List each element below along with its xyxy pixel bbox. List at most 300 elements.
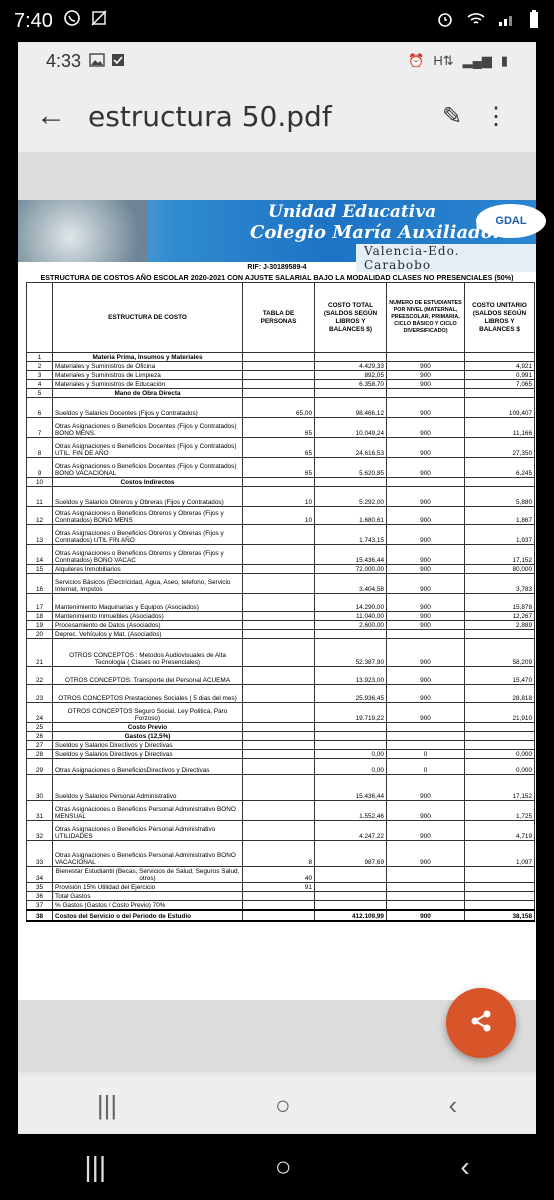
row-description-cell: Sueldos y Salarios Personal Administrativo [53, 775, 243, 801]
row-personas-cell [243, 639, 315, 667]
row-personas-cell [243, 612, 315, 621]
row-costo-total-cell: 1.680,61 [315, 507, 387, 525]
table-row [27, 380, 535, 389]
row-costo-unitario-cell [465, 892, 535, 901]
row-costo-total-cell: 15.436,44 [315, 545, 387, 565]
banner-line-2: Colegio María Auxiliadora [250, 222, 514, 243]
row-description-cell: Deprec. Vehículos y Mat. (Asociados) [53, 630, 243, 639]
table-row [27, 525, 535, 545]
back-arrow-icon[interactable]: ← [36, 99, 66, 132]
inner-back-button[interactable]: ‹ [448, 1089, 458, 1120]
row-costo-unitario-cell: 5,880 [465, 487, 535, 507]
signal-icon [498, 11, 516, 32]
row-number-cell: 6 [27, 398, 53, 418]
row-number-cell: 13 [27, 525, 53, 545]
row-costo-total-cell [315, 901, 387, 910]
row-costo-total-cell [315, 732, 387, 741]
row-description-cell: Servicios Básicos (Electricidad, Agua, Aseo, telefono, Servicio Internet, Impstos [53, 574, 243, 594]
row-personas-cell [243, 910, 315, 921]
row-costo-total-cell: 14.290,00 [315, 594, 387, 612]
row-number-cell: 16 [27, 574, 53, 594]
table-row [27, 458, 535, 478]
row-costo-unitario-cell: 109,407 [465, 398, 535, 418]
row-personas-cell: 10 [243, 487, 315, 507]
row-description-cell: Gastos (12,5%) [53, 732, 243, 741]
row-costo-total-cell [315, 867, 387, 883]
row-personas-cell [243, 723, 315, 732]
row-costo-total-cell: 4.429,33 [315, 362, 387, 371]
row-description-cell: Otras Asignaciones o Beneficios Personal Administrativo BONO VACACIONAL [53, 841, 243, 867]
row-costo-total-cell: 10.049,24 [315, 418, 387, 438]
row-costo-total-cell: 412.109,99 [315, 910, 387, 921]
row-estudiantes-cell: 900 [387, 507, 465, 525]
row-estudiantes-cell [387, 732, 465, 741]
row-costo-unitario-cell: 11,166 [465, 418, 535, 438]
school-logo: GDAL [476, 204, 546, 238]
row-personas-cell [243, 667, 315, 685]
row-number-cell: 22 [27, 667, 53, 685]
row-costo-total-cell [315, 723, 387, 732]
row-costo-total-cell [315, 353, 387, 362]
outer-status-bar [0, 0, 554, 42]
row-costo-total-cell [315, 478, 387, 487]
row-costo-unitario-cell: 1,725 [465, 801, 535, 821]
row-number-cell: 1 [27, 353, 53, 362]
row-estudiantes-cell [387, 741, 465, 750]
row-personas-cell [243, 478, 315, 487]
table-row [27, 741, 535, 750]
row-number-cell: 28 [27, 750, 53, 759]
row-costo-unitario-cell: 0,000 [465, 750, 535, 759]
recent-apps-button[interactable]: ||| [84, 1151, 107, 1182]
table-row [27, 867, 535, 883]
religious-figure-image [18, 200, 148, 262]
row-estudiantes-cell: 900 [387, 545, 465, 565]
row-estudiantes-cell: 900 [387, 525, 465, 545]
row-number-cell: 4 [27, 380, 53, 389]
row-estudiantes-cell: 900 [387, 667, 465, 685]
document-title: estructura 50.pdf [88, 99, 332, 133]
row-estudiantes-cell: 900 [387, 362, 465, 371]
inner-home-button[interactable]: ○ [274, 1089, 291, 1120]
inner-signal-icon: ▂▄▆ [462, 53, 492, 68]
row-number-cell: 19 [27, 621, 53, 630]
row-costo-unitario-cell [465, 630, 535, 639]
row-estudiantes-cell: 900 [387, 594, 465, 612]
table-row [27, 418, 535, 438]
wifi-icon [466, 11, 486, 32]
row-description-cell: Costos Indirectos [53, 478, 243, 487]
row-estudiantes-cell: 0 [387, 750, 465, 759]
row-estudiantes-cell: 900 [387, 841, 465, 867]
table-row [27, 545, 535, 565]
row-costo-unitario-cell [465, 741, 535, 750]
row-costo-unitario-cell [465, 732, 535, 741]
row-personas-cell [243, 821, 315, 841]
row-number-cell: 35 [27, 883, 53, 892]
row-personas-cell [243, 362, 315, 371]
row-personas-cell [243, 380, 315, 389]
row-estudiantes-cell: 900 [387, 487, 465, 507]
row-costo-total-cell: 6.358,70 [315, 380, 387, 389]
row-number-cell: 23 [27, 685, 53, 703]
row-costo-total-cell: 72.000,00 [315, 565, 387, 574]
row-costo-unitario-cell [465, 723, 535, 732]
row-description-cell: Otras Asignaciones o BeneficiosDirectivos y Directivas [53, 759, 243, 775]
table-row [27, 910, 535, 921]
row-estudiantes-cell: 900 [387, 612, 465, 621]
row-costo-total-cell: 98.466,12 [315, 398, 387, 418]
row-estudiantes-cell [387, 901, 465, 910]
row-personas-cell [243, 741, 315, 750]
row-description-cell: Mantenimiento Inmuebles (Asociados) [53, 612, 243, 621]
inner-recent-apps-button[interactable]: ||| [96, 1089, 118, 1120]
row-number-cell: 5 [27, 389, 53, 398]
row-description-cell: OTROS CONCEPTOS : Metodos Audiovisuales de Alta Tecnologia ( Clases no Presenciales) [53, 639, 243, 667]
row-number-cell: 34 [27, 867, 53, 883]
row-costo-unitario-cell [465, 353, 535, 362]
row-costo-unitario-cell: 17,152 [465, 775, 535, 801]
row-estudiantes-cell: 900 [387, 685, 465, 703]
inner-battery-icon: ▮ [500, 53, 508, 68]
table-row [27, 639, 535, 667]
row-costo-total-cell: 25.936,45 [315, 685, 387, 703]
row-costo-total-cell: 2.600,00 [315, 621, 387, 630]
row-costo-total-cell: 15.436,44 [315, 775, 387, 801]
whatsapp-icon [63, 9, 81, 33]
row-description-cell: Otras Asignaciones o Beneficios Obreros y Obreras (Fijos y Contratados) BONO VACAC [53, 545, 243, 565]
row-description-cell: Costos del Servicio o del Periodo de Estudio [53, 910, 243, 921]
row-costo-unitario-cell: 38,158 [465, 910, 535, 921]
row-estudiantes-cell: 900 [387, 775, 465, 801]
row-personas-cell [243, 801, 315, 821]
table-row [27, 621, 535, 630]
row-number-cell: 33 [27, 841, 53, 867]
check-icon [111, 51, 125, 72]
inner-navigation-bar [18, 1076, 536, 1134]
row-description-cell: Otras Asignaciones o Beneficios Personal Administrativo BONO MENSUAL [53, 801, 243, 821]
row-description-cell: Otras Asignaciones o Beneficios Docentes (Fijos y Contratados) BONO VACACIONAL [53, 458, 243, 478]
outer-navigation-bar [0, 1134, 554, 1200]
row-number-cell: 24 [27, 703, 53, 723]
row-costo-total-cell: 24.616,53 [315, 438, 387, 458]
row-costo-unitario-cell: 0,000 [465, 759, 535, 775]
row-costo-total-cell: 5.620,85 [315, 458, 387, 478]
row-description-cell: Otras Asignaciones o Beneficios Personal Administrativo UTILIDADES [53, 821, 243, 841]
row-estudiantes-cell: 900 [387, 801, 465, 821]
row-costo-unitario-cell: 6,245 [465, 458, 535, 478]
row-number-cell: 12 [27, 507, 53, 525]
row-number-cell: 31 [27, 801, 53, 821]
row-number-cell: 25 [27, 723, 53, 732]
row-personas-cell: 91 [243, 883, 315, 892]
row-costo-total-cell: 13.923,00 [315, 667, 387, 685]
table-row [27, 478, 535, 487]
share-icon [468, 1008, 494, 1039]
row-costo-unitario-cell [465, 389, 535, 398]
table-row [27, 750, 535, 759]
row-estudiantes-cell [387, 892, 465, 901]
row-costo-total-cell: 892,05 [315, 371, 387, 380]
notification-off-icon [91, 9, 107, 33]
row-description-cell: OTROS CONCEPTOS Prestaciones Sociales ( 5 dias del mes) [53, 685, 243, 703]
table-row [27, 353, 535, 362]
table-row [27, 438, 535, 458]
alarm-icon [436, 10, 454, 33]
row-number-cell: 3 [27, 371, 53, 380]
row-costo-unitario-cell: 15,878 [465, 594, 535, 612]
clock: 7:40 [14, 9, 53, 32]
row-costo-unitario-cell: 2,889 [465, 621, 535, 630]
row-number-cell: 36 [27, 892, 53, 901]
row-personas-cell: 65 [243, 418, 315, 438]
row-number-cell: 26 [27, 732, 53, 741]
header-estudiantes: NUMERO DE ESTUDIANTES POR NIVEL (MATERNAL, PREESCOLAR, PRIMARIA, CICLO BÁSICO Y CICLO DIVERSIFICADO) [387, 283, 465, 353]
row-estudiantes-cell: 900 [387, 621, 465, 630]
row-costo-unitario-cell [465, 867, 535, 883]
row-personas-cell: 65 [243, 458, 315, 478]
row-estudiantes-cell: 900 [387, 910, 465, 921]
row-number-cell: 15 [27, 565, 53, 574]
row-costo-total-cell: 3.404,58 [315, 574, 387, 594]
row-description-cell: Provisión 15% Utilidad del Ejercicio [53, 883, 243, 892]
table-row [27, 703, 535, 723]
inner-screen [18, 42, 536, 1134]
row-description-cell: Sueldos y Salarios Obreros y Obreras (Fijos y Contratados) [53, 487, 243, 507]
row-costo-total-cell: 11.040,00 [315, 612, 387, 621]
row-description-cell: Costo Previo [53, 723, 243, 732]
table-row [27, 821, 535, 841]
row-description-cell: OTROS CONCEPTOS Seguro Social, Ley Politica, Paro Forzoso) [53, 703, 243, 723]
row-personas-cell [243, 630, 315, 639]
row-description-cell: Materiales y Suministros de Limpieza [53, 371, 243, 380]
row-personas-cell [243, 525, 315, 545]
row-description-cell: Otras Asignaciones o Beneficios Obreros y Obreras (Fijos y Contratados) UTIL FIN AÑO [53, 525, 243, 545]
table-row [27, 362, 535, 371]
row-description-cell: Sueldos y Salarios Directivos y Directivas [53, 750, 243, 759]
row-estudiantes-cell: 900 [387, 821, 465, 841]
row-costo-total-cell [315, 892, 387, 901]
row-personas-cell [243, 389, 315, 398]
table-row [27, 883, 535, 892]
row-costo-total-cell [315, 389, 387, 398]
table-row [27, 801, 535, 821]
row-personas-cell [243, 685, 315, 703]
row-number-cell: 29 [27, 759, 53, 775]
row-personas-cell [243, 353, 315, 362]
row-costo-unitario-cell: 1,867 [465, 507, 535, 525]
row-number-cell: 37 [27, 901, 53, 910]
row-costo-unitario-cell [465, 883, 535, 892]
banner-line-1: Unidad Educativa [268, 202, 437, 222]
row-description-cell: Sueldos y Salarios Directivos y Directivas [53, 741, 243, 750]
row-costo-unitario-cell: 0,991 [465, 371, 535, 380]
row-description-cell: Alquileres Inmobiliarios [53, 565, 243, 574]
table-row [27, 612, 535, 621]
pdf-page[interactable] [18, 200, 536, 1000]
table-row [27, 574, 535, 594]
header-costo-total: COSTO TOTAL (SALDOS SEGÚN LIBROS Y BALANCES $) [315, 283, 387, 353]
row-number-cell: 17 [27, 594, 53, 612]
row-description-cell: Bienestar Estudiantil (Becas, Servicios de Salud, Seguros Salud, otros) [53, 867, 243, 883]
more-options-icon[interactable]: ⋮ [484, 102, 508, 130]
row-description-cell: Total Gastos [53, 892, 243, 901]
row-estudiantes-cell [387, 723, 465, 732]
row-personas-cell [243, 750, 315, 759]
row-costo-unitario-cell: 15,470 [465, 667, 535, 685]
row-number-cell: 9 [27, 458, 53, 478]
table-row [27, 389, 535, 398]
row-costo-unitario-cell: 12,267 [465, 612, 535, 621]
row-description-cell: Materiales y Suministros de Educación [53, 380, 243, 389]
table-row [27, 487, 535, 507]
row-costo-unitario-cell: 80,000 [465, 565, 535, 574]
header-number [27, 283, 53, 353]
row-estudiantes-cell: 900 [387, 418, 465, 438]
header-costo-unitario: COSTO UNITARIO (SALDOS SEGÚN LIBROS Y BALANCES $ [465, 283, 535, 353]
document-heading: ESTRUCTURA DE COSTOS AÑO ESCOLAR 2020-2021 CON AJUSTE SALARIAL BAJO LA MODALIDAD CLASES NO PRESENCIALES (50%) [40, 273, 514, 282]
row-description-cell: Otras Asignaciones o Beneficios Docentes (Fijos y Contratados) UTIL. FIN DE AÑO [53, 438, 243, 458]
battery-icon [528, 9, 540, 34]
row-costo-unitario-cell [465, 478, 535, 487]
table-row [27, 507, 535, 525]
row-estudiantes-cell [387, 478, 465, 487]
row-estudiantes-cell: 900 [387, 458, 465, 478]
row-estudiantes-cell [387, 630, 465, 639]
table-row [27, 398, 535, 418]
inner-data-icon: H⇅ [433, 53, 454, 68]
row-personas-cell [243, 703, 315, 723]
row-costo-unitario-cell: 7,065 [465, 380, 535, 389]
table-row [27, 371, 535, 380]
row-personas-cell [243, 892, 315, 901]
row-costo-unitario-cell: 27,350 [465, 438, 535, 458]
row-number-cell: 7 [27, 418, 53, 438]
row-estudiantes-cell: 0 [387, 759, 465, 775]
row-description-cell: OTROS CONCEPTOS: Transporte del Personal ACUEMA [53, 667, 243, 685]
row-estudiantes-cell: 900 [387, 565, 465, 574]
row-costo-unitario-cell: 58,209 [465, 639, 535, 667]
row-costo-total-cell [315, 883, 387, 892]
row-personas-cell [243, 371, 315, 380]
row-personas-cell [243, 545, 315, 565]
row-costo-total-cell: 987,69 [315, 841, 387, 867]
row-costo-total-cell [315, 741, 387, 750]
row-number-cell: 8 [27, 438, 53, 458]
row-costo-unitario-cell [465, 901, 535, 910]
row-description-cell: Sueldos y Salarios Docentes (Fijos y Contratados) [53, 398, 243, 418]
row-costo-unitario-cell: 1,097 [465, 841, 535, 867]
row-description-cell: Materiales y Suministros de Oficina [53, 362, 243, 371]
row-number-cell: 18 [27, 612, 53, 621]
row-personas-cell: 40 [243, 867, 315, 883]
row-costo-total-cell: 1.552,46 [315, 801, 387, 821]
row-costo-total-cell: 0,00 [315, 750, 387, 759]
cost-structure-table [26, 282, 535, 922]
row-number-cell: 27 [27, 741, 53, 750]
back-button[interactable]: ‹ [460, 1151, 470, 1182]
row-estudiantes-cell [387, 883, 465, 892]
row-personas-cell [243, 594, 315, 612]
row-number-cell: 10 [27, 478, 53, 487]
table-row [27, 841, 535, 867]
inner-alarm-icon: ⏰ [408, 53, 425, 68]
row-costo-total-cell: 5.292,00 [315, 487, 387, 507]
row-costo-unitario-cell: 3,783 [465, 574, 535, 594]
row-number-cell: 21 [27, 639, 53, 667]
home-button[interactable]: ○ [274, 1151, 292, 1182]
row-personas-cell: 10 [243, 507, 315, 525]
row-costo-unitario-cell: 28,818 [465, 685, 535, 703]
row-estudiantes-cell [387, 353, 465, 362]
row-personas-cell [243, 621, 315, 630]
row-costo-total-cell: 4.247,22 [315, 821, 387, 841]
row-personas-cell [243, 901, 315, 910]
row-description-cell: Mantenimiento Maquinarias y Equipos (Asociados) [53, 594, 243, 612]
row-estudiantes-cell [387, 389, 465, 398]
row-estudiantes-cell: 900 [387, 438, 465, 458]
row-number-cell: 14 [27, 545, 53, 565]
row-costo-unitario-cell: 4,719 [465, 821, 535, 841]
inner-clock: 4:33 [46, 50, 82, 71]
table-row [27, 685, 535, 703]
gallery-icon [89, 51, 105, 72]
row-personas-cell [243, 775, 315, 801]
row-costo-unitario-cell: 1,937 [465, 525, 535, 545]
table-row [27, 759, 535, 775]
row-estudiantes-cell: 900 [387, 380, 465, 389]
row-number-cell: 30 [27, 775, 53, 801]
table-row [27, 892, 535, 901]
share-button[interactable] [446, 988, 516, 1058]
row-estudiantes-cell: 900 [387, 703, 465, 723]
row-personas-cell [243, 732, 315, 741]
row-description-cell: % Gastos (Gastos / Costo Previo) 70% [53, 901, 243, 910]
row-number-cell: 38 [27, 910, 53, 921]
banner-line-3: Valencia-Edo. Carabobo [356, 244, 536, 272]
row-personas-cell [243, 574, 315, 594]
row-description-cell: Otras Asignaciones o Beneficios Obreros y Obreras (Fijos y Contratados) BONO MENS [53, 507, 243, 525]
row-number-cell: 11 [27, 487, 53, 507]
row-estudiantes-cell: 900 [387, 398, 465, 418]
table-row [27, 723, 535, 732]
row-costo-unitario-cell: 4,921 [465, 362, 535, 371]
header-estructura: ESTRUCTURA DE COSTO [53, 283, 243, 353]
row-personas-cell [243, 565, 315, 574]
row-number-cell: 2 [27, 362, 53, 371]
row-costo-total-cell [315, 630, 387, 639]
row-personas-cell: 65 [243, 438, 315, 458]
edit-pencil-icon[interactable]: ✎ [441, 102, 463, 130]
table-row [27, 732, 535, 741]
row-costo-total-cell: 52.387,90 [315, 639, 387, 667]
table-row [27, 775, 535, 801]
table-row [27, 667, 535, 685]
app-bar [18, 80, 536, 152]
table-row [27, 594, 535, 612]
row-description-cell: Mano de Obra Directa [53, 389, 243, 398]
row-estudiantes-cell: 900 [387, 371, 465, 380]
row-costo-unitario-cell: 17,152 [465, 545, 535, 565]
inner-status-bar [18, 42, 536, 80]
table-row [27, 565, 535, 574]
table-row [27, 901, 535, 910]
row-costo-total-cell: 1.743,15 [315, 525, 387, 545]
row-estudiantes-cell: 900 [387, 639, 465, 667]
row-description-cell: Otras Asignaciones o Beneficios Docentes (Fijos y Contratados) BONO MENS. [53, 418, 243, 438]
row-description-cell: Materia Prima, Insumos y Materiales [53, 353, 243, 362]
row-personas-cell: 65,00 [243, 398, 315, 418]
